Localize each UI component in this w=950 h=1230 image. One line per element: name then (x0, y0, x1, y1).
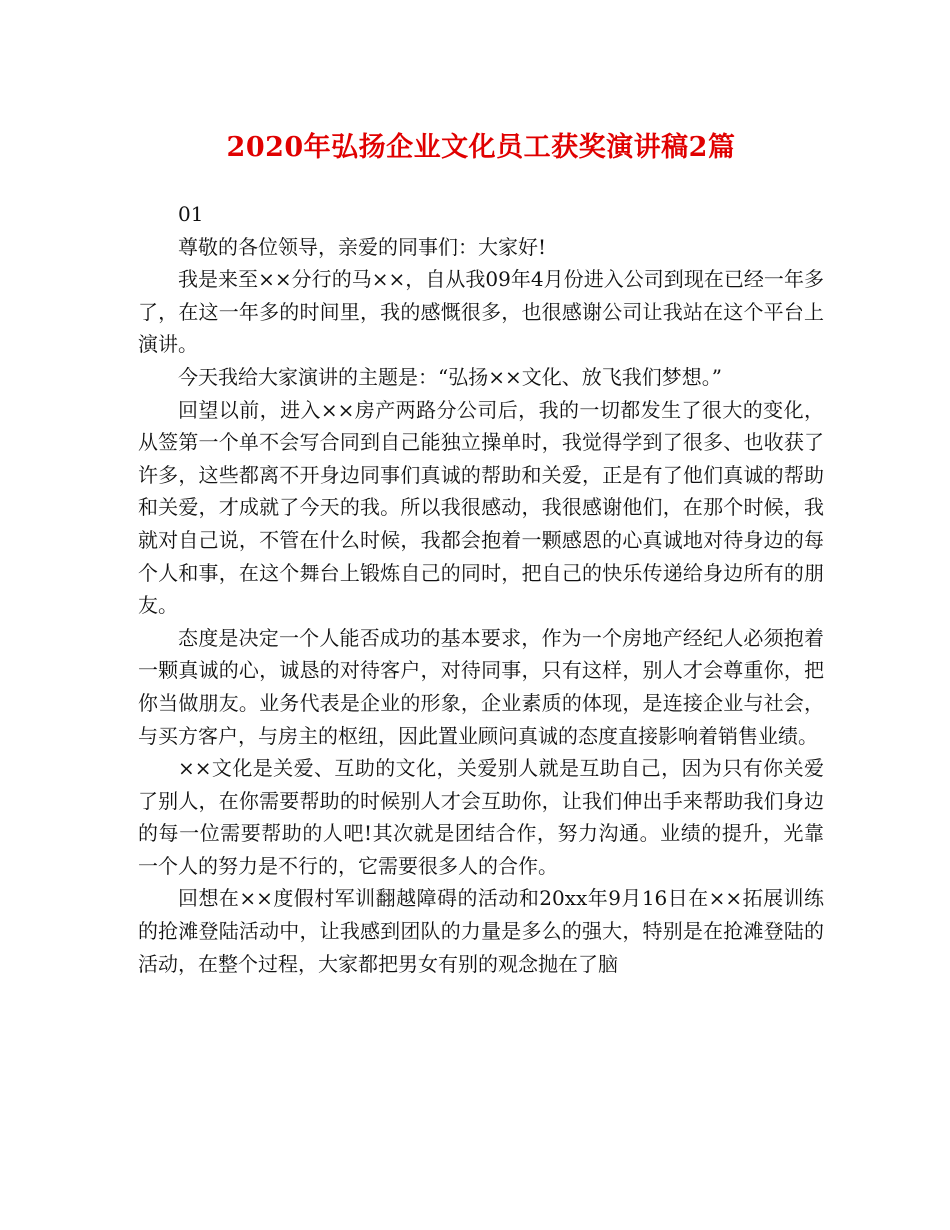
document-title: 2020年弘扬企业文化员工获奖演讲稿2篇 (226, 132, 736, 163)
body-paragraph: 今天我给大家演讲的主题是：“弘扬××文化、放飞我们梦想。” (178, 364, 722, 389)
body-paragraph: 回望以前，进入××房产两路分公司后，我的一切都发生了很大的变化，从签第一个单不会写合同到自己能独立操单时，我觉得学到了很多、也收获了许多，这些都离不开身边同事们真诚的帮助和关爱，正是有了他们真诚的帮助和关爱，才成就了今天的我。所以我很感动，我很感谢他们，在那个时候，我就对自己说，不管在什么时候，我都会抱着一颗感恩的心真诚地对待身边的每个人和事，在这个舞台上锻炼自己的同时，把自己的快乐传递给身边所有的朋友。 (138, 397, 824, 618)
greeting-paragraph: 尊敬的各位领导，亲爱的同事们：大家好! (178, 234, 547, 259)
document-body (138, 198, 824, 980)
section-number: 01 (178, 202, 204, 226)
body-paragraph: 回想在××度假村军训翻越障碍的活动和20xx年9月16日在××拓展训练的抢滩登陆活动中，让我感到团队的力量是多么的强大，特别是在抢滩登陆的活动，在整个过程，大家都把男女有别的观念抛在了脑 (138, 886, 824, 976)
body-paragraph: ××文化是关爱、互助的文化，关爱别人就是互助自己，因为只有你关爱了别人，在你需要帮助的时候别人才会互助你，让我们伸出手来帮助我们身边的每一位需要帮助的人吧!其次就是团结合作，努力沟通。业绩的提升，光靠一个人的努力是不行的，它需要很多人的合作。 (138, 756, 824, 878)
body-paragraph: 态度是决定一个人能否成功的基本要求，作为一个房地产经纪人必须抱着一颗真诚的心，诚恳的对待客户，对待同事，只有这样，别人才会尊重你，把你当做朋友。业务代表是企业的形象，企业素质的体现，是连接企业与社会，与买方客户，与房主的枢纽，因此置业顾问真诚的态度直接影响着销售业绩。 (138, 625, 824, 748)
body-paragraph: 我是来至××分行的马××，自从我09年4月份进入公司到现在已经一年多了，在这一年多的时间里，我的感慨很多，也很感谢公司让我站在这个平台上演讲。 (138, 267, 824, 357)
